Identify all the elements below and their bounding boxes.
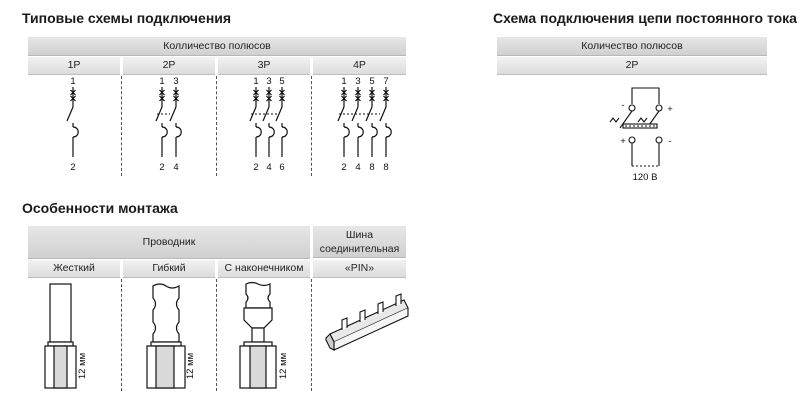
col-header-3p: 3P xyxy=(218,57,310,75)
terminal-label: 4 xyxy=(266,162,272,173)
breaker-schematics xyxy=(0,74,420,178)
terminal-label: 1 xyxy=(159,76,165,87)
terminal-label: 1 xyxy=(253,76,259,87)
dc-col-header-2p: 2P xyxy=(497,57,767,75)
terminal-label: 5 xyxy=(369,76,375,87)
terminal-label: 2 xyxy=(341,162,347,173)
pole-4p-1 xyxy=(338,76,349,173)
terminal-label: 3 xyxy=(355,76,361,87)
terminal-label: 4 xyxy=(173,162,179,173)
terminal-label: 1 xyxy=(341,76,347,87)
terminal-label: 5 xyxy=(279,76,285,87)
terminal-label: 2 xyxy=(70,162,76,173)
terminal-label: 7 xyxy=(383,76,389,87)
terminal-label: 8 xyxy=(369,162,375,173)
mounting-title: Особенности монтажа xyxy=(22,200,178,216)
terminal-label: 8 xyxy=(383,162,389,173)
dc-sign-bottom-left: + xyxy=(620,136,626,147)
terminal-label: 2 xyxy=(159,162,165,173)
pole-4p-3 xyxy=(366,76,377,173)
terminal-label: 6 xyxy=(279,162,285,173)
flexible-length-label: 12 мм xyxy=(185,352,196,380)
dc-scheme-title: Схема подключения цепи постоянного тока xyxy=(493,10,797,26)
rigid-conductor-drawing xyxy=(45,284,76,388)
pole-1p-1 xyxy=(67,76,78,173)
terminal-label: 1 xyxy=(70,76,76,87)
pole-2p-1 xyxy=(156,76,167,173)
pole-3p-1 xyxy=(250,76,261,173)
col-header-flexible: Гибкий xyxy=(123,260,215,278)
conductor-header: Проводник xyxy=(28,226,310,259)
dc-poles-header: Количество полюсов xyxy=(497,37,767,56)
bus-header-line2: соединительная xyxy=(319,243,400,255)
bus-header xyxy=(313,226,406,258)
terminal-label: 3 xyxy=(173,76,179,87)
terminal-label: 2 xyxy=(253,162,259,173)
pin-busbar-drawing xyxy=(326,294,408,350)
dc-sign-bottom-right: - xyxy=(668,136,672,147)
ferrule-length-label: 12 мм xyxy=(278,352,289,380)
col-header-4p: 4P xyxy=(313,57,406,75)
ferrule-conductor-drawing xyxy=(240,283,276,389)
col-header-rigid: Жесткий xyxy=(28,260,120,278)
col-header-1p: 1P xyxy=(28,57,120,75)
typical-schemes-title: Типовые схемы подключения xyxy=(22,10,232,26)
col-header-pin: «PIN» xyxy=(313,260,406,278)
bus-header-line1: Шина xyxy=(345,229,374,241)
poles-header: Колличество полюсов xyxy=(28,37,406,56)
pole-3p-3 xyxy=(276,76,287,173)
rigid-length-label: 12 мм xyxy=(77,352,88,380)
dc-voltage-label: 120 В xyxy=(632,172,658,183)
dc-sign-top-right: + xyxy=(667,104,673,115)
terminal-label: 3 xyxy=(266,76,272,87)
pole-3p-2 xyxy=(263,76,274,173)
pole-4p-4 xyxy=(380,76,391,173)
col-header-2p: 2P xyxy=(123,57,215,75)
pole-4p-2 xyxy=(352,76,363,173)
dc-sign-top-left: - xyxy=(621,100,625,111)
pole-2p-2 xyxy=(170,76,181,173)
dc-circuit-diagram xyxy=(590,82,700,186)
terminal-label: 4 xyxy=(355,162,361,173)
mounting-illustrations xyxy=(0,278,420,396)
col-header-ferrule: С наконечником xyxy=(218,260,310,278)
flexible-conductor-drawing xyxy=(147,284,185,388)
